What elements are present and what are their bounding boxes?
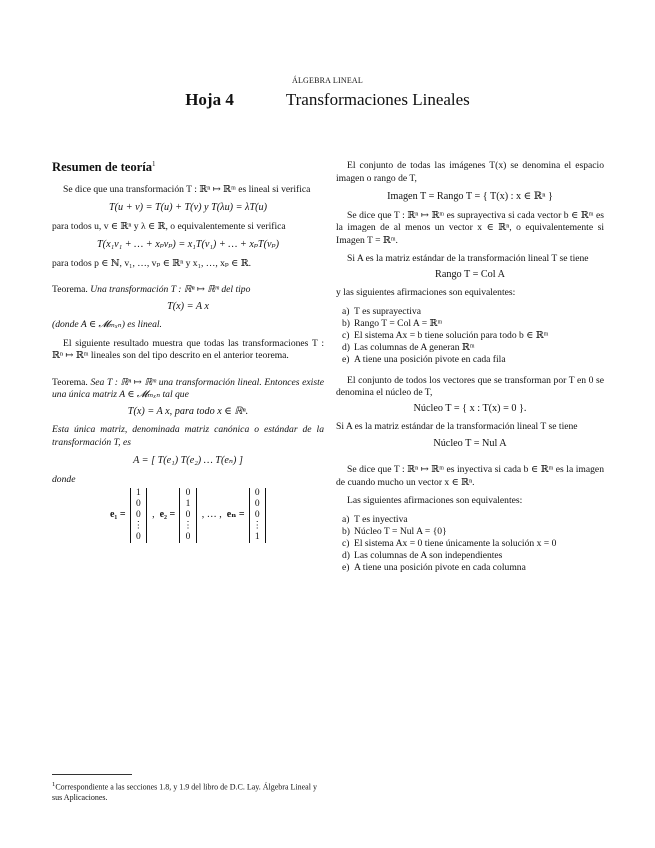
theorem-1-end: (donde A ∈ 𝓜ₘₓₙ) es lineal. (52, 319, 162, 331)
equivalence-intro-2: Las siguientes afirmaciones son equivalentes: (347, 495, 523, 507)
footnote-text: Correspondiente a las secciones 1.8, y 1.9 del libro de D.C. Lay. Álgebra Lineal y sus Aplicaciones. (52, 782, 317, 802)
standard-matrix-equation: A = [ T(e₁) T(e₂) … T(eₙ) ] (133, 455, 243, 467)
comma-separator: , (152, 509, 155, 521)
e2-entry: 0 (185, 488, 191, 499)
injective-conditions-list (336, 514, 604, 575)
en-entry: 0 (254, 488, 260, 499)
list-item (342, 550, 604, 562)
e1-entry: 1 (135, 488, 141, 499)
en-label: eₙ = (226, 509, 245, 521)
en-vector (249, 488, 267, 543)
injective-definition: Se dice que T : ℝⁿ ↦ ℝᵐ es inyectiva si cada b ∈ ℝᵐ es la imagen de cuando mucho un vector x ∈ ℝⁿ. (336, 464, 604, 488)
onto-conditions-list (336, 306, 604, 367)
list-item-letter: d) (342, 550, 350, 562)
list-item-letter: d) (342, 342, 350, 354)
list-item-text: El sistema Ax = 0 tiene únicamente la solución x = 0 (354, 537, 557, 549)
list-item-text: Rango T = Col A = ℝᵐ (354, 317, 443, 329)
ellipsis-separator: , … , (201, 509, 222, 521)
en-entry: 0 (254, 510, 260, 521)
list-item (342, 538, 604, 550)
section-title (52, 158, 324, 174)
page-header (0, 90, 655, 110)
theorem-2 (52, 377, 324, 402)
list-item-letter: e) (342, 562, 350, 574)
list-item-letter: b) (342, 317, 350, 329)
footnote-rule (52, 774, 132, 775)
equivalence-intro-1: y las siguientes afirmaciones son equivalentes: (336, 287, 516, 298)
following-result: El siguiente resultado muestra que todas las transformaciones T : ℝⁿ ↦ ℝᵐ lineales son del tipo descrito en el anterior teorema. (52, 337, 324, 362)
sheet-number: Hoja 4 (185, 90, 234, 109)
e1-entry: 0 (135, 499, 141, 510)
footnote (52, 780, 324, 803)
e2-entry: 0 (185, 532, 191, 543)
theorem-1 (52, 284, 324, 297)
forall-text-2: para todos p ∈ ℕ, v₁, …, vₚ ∈ ℝⁿ y x₁, …, xₚ ∈ ℝ. (52, 257, 252, 269)
list-item-text: T es suprayectiva (354, 305, 421, 317)
list-item (342, 354, 604, 366)
image-equation: Imagen T = Rango T = { T(x) : x ∈ ℝⁿ } (387, 191, 553, 202)
e1-entry: 0 (135, 532, 141, 543)
list-item (342, 562, 604, 574)
en-entry: 1 (254, 532, 260, 543)
en-entry: ⋮ (252, 521, 263, 532)
linearity-equation: T(u + v) = T(u) + T(v) y T(λu) = λT(u) (109, 202, 267, 214)
right-column (336, 158, 604, 583)
list-item (342, 330, 604, 342)
rank-equation: Rango T = Col A (435, 268, 505, 280)
linear-definition: Se dice que una transformación T : ℝⁿ ↦ ℝᵐ es lineal si verifica (63, 183, 311, 195)
list-item-letter: a) (342, 513, 350, 525)
e2-label: e₂ = (159, 509, 176, 521)
e2-vector (179, 488, 197, 543)
combination-equation: T(x₁v₁ + … + xₚvₚ) = x₁T(v₁) + … + xₚT(vₚ) (97, 239, 279, 251)
unit-vectors (52, 488, 324, 543)
e1-vector (130, 488, 148, 543)
standard-matrix-text-2: Si A es la matriz estándar de la transformación lineal T se tiene (336, 421, 578, 433)
image-definition: El conjunto de todas las imágenes T(x) se denomina el espacio imagen o rango de T, (336, 160, 604, 184)
footnote-marker: 1 (152, 160, 156, 168)
theorem-1-equation: T(x) = A x (167, 300, 209, 312)
e2-entry: ⋮ (183, 521, 193, 532)
e2-entry: 0 (185, 510, 191, 521)
theorem-2-equation: T(x) = A x, para todo x ∈ ℝⁿ. (127, 405, 249, 417)
list-item-text: El sistema Ax = b tiene solución para todo b ∈ ℝᵐ (354, 329, 549, 341)
standard-matrix-text-1: Si A es la matriz estándar de la transformación lineal T se tiene (347, 253, 589, 264)
list-item-letter: c) (342, 329, 350, 341)
left-column (52, 158, 324, 543)
kernel-definition: El conjunto de todos los vectores que se transforman por T en 0 se denomina el núcleo de T, (336, 374, 604, 399)
kernel-equation: Núcleo T = { x : T(x) = 0 }. (413, 402, 527, 414)
theorem-1-label: Teorema. (52, 284, 88, 296)
theorem-1-text: Una transformación T : ℝⁿ ↦ ℝᵐ del tipo (90, 284, 251, 296)
forall-text-1: para todos u, v ∈ ℝⁿ y λ ∈ ℝ, o equivalentemente si verifica (52, 220, 286, 232)
list-item (342, 526, 604, 538)
en-entry: 0 (254, 499, 260, 510)
donde-text: donde (52, 473, 76, 485)
theorem-2-label: Teorema. (52, 376, 88, 388)
list-item (342, 306, 604, 318)
kernel-nul-equation: Núcleo T = Nul A (433, 437, 507, 449)
list-item-letter: e) (342, 354, 350, 366)
list-item-text: Las columnas de A son independientes (354, 550, 503, 562)
e1-label: e₁ = (109, 509, 126, 521)
list-item-text: A tiene una posición pivote en cada fila (354, 354, 506, 366)
list-item-text: Núcleo T = Nul A = {0} (354, 525, 447, 537)
e1-entry: ⋮ (133, 521, 144, 532)
list-item-letter: a) (342, 305, 350, 317)
list-item (342, 514, 604, 526)
list-item-letter: c) (342, 537, 350, 549)
theorem-2-text: Sea T : ℝⁿ ↦ ℝᵐ una transformación lineal. Entonces existe una única matriz A ∈ 𝓜ₘₓₙ tal que (52, 376, 324, 401)
e1-entry: 0 (135, 510, 141, 521)
list-item-text: A tiene una posición pivote en cada columna (354, 562, 526, 574)
list-item-text: Las columnas de A generan ℝᵐ (354, 342, 475, 354)
list-item-letter: b) (342, 525, 350, 537)
onto-definition: Se dice que T : ℝⁿ ↦ ℝᵐ es suprayectiva si cada vector b ∈ ℝᵐ es la imagen de al menos un vector x ∈ ℝⁿ, o equivalentemente si Imagen T = ℝᵐ. (336, 209, 604, 246)
section-title-text: Resumen de teoría (52, 160, 153, 175)
theorem-2-end: Esta única matriz, denominada matriz canónica o estándar de la transformación T, es (52, 424, 324, 448)
list-item (342, 342, 604, 354)
footnote-number: 1 (52, 781, 56, 788)
e2-entry: 1 (185, 499, 191, 510)
page-title: Transformaciones Lineales (285, 90, 470, 109)
list-item-text: T es inyectiva (354, 513, 408, 525)
course-label: ÁLGEBRA LINEAL (291, 76, 363, 85)
list-item (342, 318, 604, 330)
